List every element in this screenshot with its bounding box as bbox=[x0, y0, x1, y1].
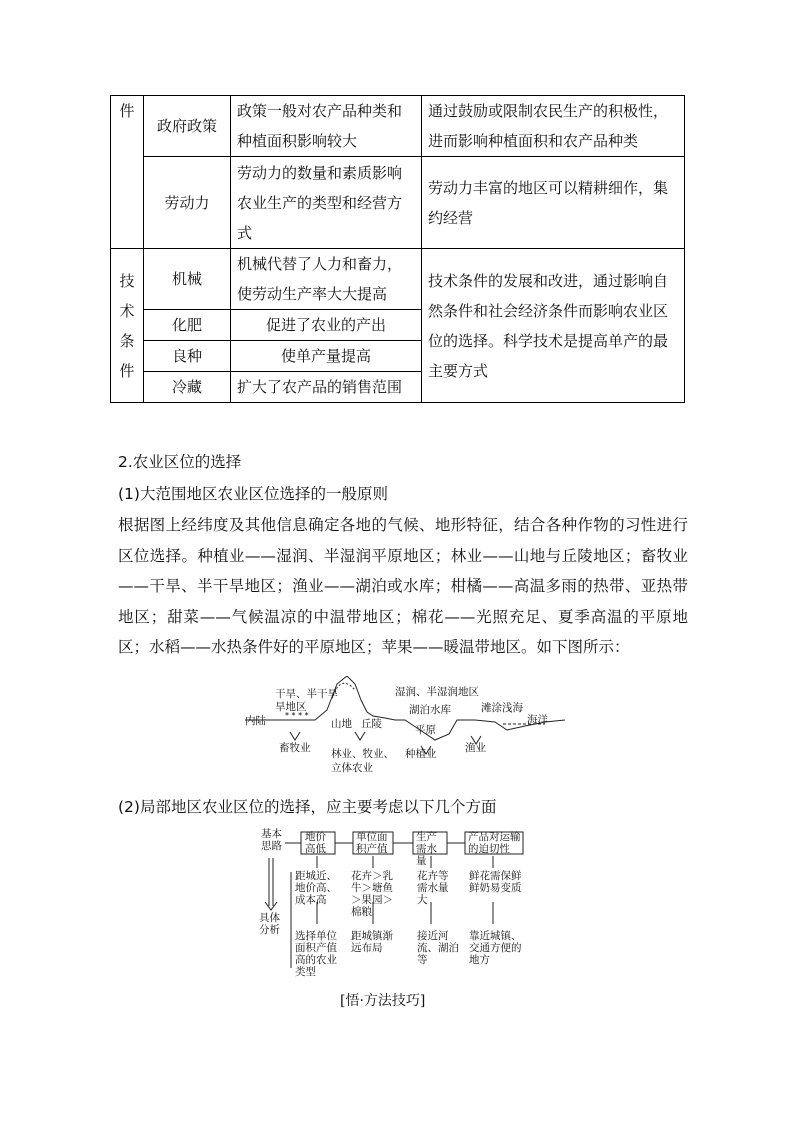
effect-cell: 使单产量提高 bbox=[231, 341, 422, 372]
label-shoal: 滩涂浅海 bbox=[481, 702, 523, 714]
terrain-figure bbox=[245, 676, 565, 781]
box-water-need: 生产需水量 bbox=[416, 831, 437, 867]
specific-analysis-label: 具体分析 bbox=[259, 912, 280, 936]
factor-cell: 政府政策 bbox=[144, 96, 231, 157]
label-planting: 种植业 bbox=[405, 748, 437, 760]
label-forestry-2: 立体农业 bbox=[331, 762, 373, 774]
box-land-price: 地价高低 bbox=[305, 831, 326, 855]
body-paragraph: 根据图上经纬度及其他信息确定各地的气候、地形特征，结合各种作物的习性进行区位选择。种植业——湿润、半湿润平原地区；林业——山地与丘陵地区；畜牧业——干旱、半干旱地区；渔业——湖泊或水库；柑橘——高温多雨的热带、亚热带地区；甜菜——气候温凉的中温带地区；棉花——光照充足、夏季高温的平原地区；水稻——水热条件好的平原地区；苹果——暖温带地区。如下图所示： bbox=[118, 516, 688, 656]
analysis-water-need: 花卉等需水量大 bbox=[417, 870, 449, 906]
table-row bbox=[111, 249, 685, 310]
label-arid: 干旱、半干旱 bbox=[275, 688, 338, 700]
label-humid: 湿润、半湿润地区 bbox=[395, 686, 479, 698]
label-inland: 内陆 bbox=[245, 715, 266, 727]
category-cell: 件 bbox=[111, 96, 144, 249]
analysis-land-price: 距城近、地价高、成本高 bbox=[295, 870, 337, 906]
result-transport: 靠近城镇、交通方便的地方 bbox=[469, 930, 522, 966]
label-arid-2: 旱地区 bbox=[275, 701, 307, 713]
effect-cell: 政策一般对农产品种类和种植面积影响较大 bbox=[231, 96, 422, 157]
label-ocean: 海洋 bbox=[527, 714, 548, 726]
label-lake: 湖泊水库 bbox=[409, 704, 451, 716]
description-cell: 技术条件的发展和改进，通过影响自然条件和社会经济条件而影响农业区位的选择。科学技术是提高单产的最主要方式 bbox=[422, 249, 685, 403]
method-banner: [悟·方法技巧] bbox=[340, 993, 426, 1009]
box-output-value: 单位面积产值 bbox=[356, 831, 388, 855]
result-water-need: 接近河流、湖泊等 bbox=[417, 930, 459, 966]
table-row bbox=[111, 96, 685, 157]
effect-cell: 机械代替了人力和畜力，使劳动生产率大大提高 bbox=[231, 249, 422, 310]
description-cell: 劳动力丰富的地区可以精耕细作，集约经营 bbox=[422, 157, 685, 249]
label-mountain: 山地 bbox=[331, 718, 352, 730]
box-transport-urgency: 产品对运输的迫切性 bbox=[468, 831, 521, 855]
effect-cell: 扩大了农产品的销售范围 bbox=[231, 372, 422, 403]
section-heading: 2.农业区位的选择 bbox=[118, 453, 242, 471]
label-forestry: 林业、牧业、 bbox=[331, 748, 394, 760]
arid-marks: * * * * bbox=[285, 711, 309, 720]
factor-cell: 劳动力 bbox=[144, 157, 231, 249]
label-plain: 平原 bbox=[415, 724, 436, 736]
category-cell: 技 术 条 件 bbox=[111, 249, 144, 403]
factor-cell: 良种 bbox=[144, 341, 231, 372]
label-hill: 丘陵 bbox=[361, 718, 382, 730]
factor-cell: 机械 bbox=[144, 249, 231, 310]
analysis-transport: 鲜花需保鲜鲜奶易变质 bbox=[469, 870, 522, 894]
result-land-price: 选择单位面积产值高的农业类型 bbox=[295, 930, 337, 978]
label-fishery: 渔业 bbox=[465, 742, 486, 754]
analysis-output-value: 花卉＞乳牛＞塘鱼＞果园＞棉粮 bbox=[351, 870, 393, 918]
result-output-value: 距城镇渐远布局 bbox=[351, 930, 393, 954]
basic-approach-label: 基本思路 bbox=[261, 828, 282, 852]
subsection-heading: (2)局部地区农业区位的选择，应主要考虑以下几个方面 bbox=[118, 798, 497, 816]
factor-cell: 化肥 bbox=[144, 310, 231, 341]
effect-cell: 劳动力的数量和素质影响农业生产的类型和经营方式 bbox=[231, 157, 422, 249]
factor-cell: 冷藏 bbox=[144, 372, 231, 403]
description-cell: 通过鼓励或限制农民生产的积极性，进而影响种植面积和农产品种类 bbox=[422, 96, 685, 157]
table-row bbox=[111, 157, 685, 249]
subsection-heading: (1)大范围地区农业区位选择的一般原则 bbox=[118, 485, 388, 503]
agriculture-factor-table bbox=[110, 95, 685, 403]
label-livestock: 畜牧业 bbox=[279, 742, 311, 754]
effect-cell: 促进了农业的产出 bbox=[231, 310, 422, 341]
flow-figure bbox=[255, 826, 555, 978]
